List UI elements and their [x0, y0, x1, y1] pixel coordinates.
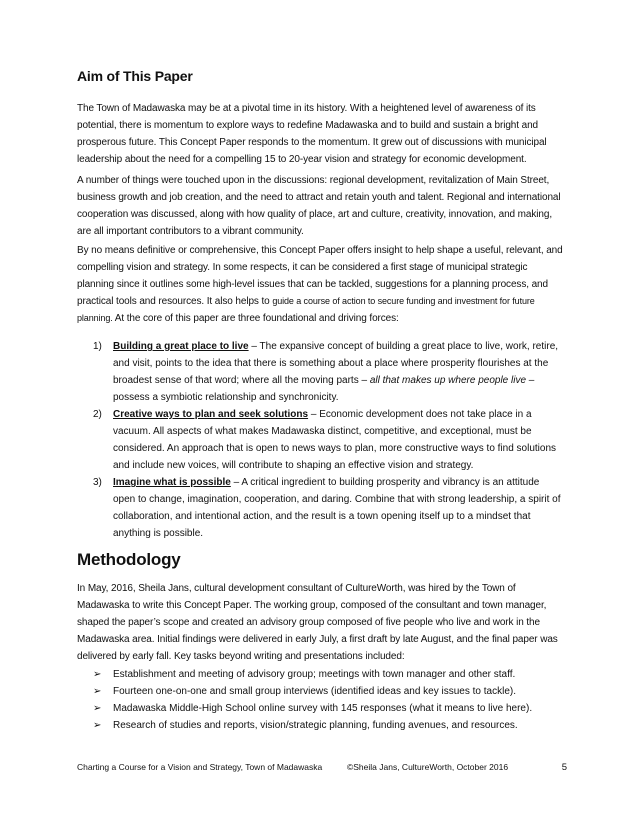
force-title: Creative ways to plan and seek solutions [113, 409, 309, 420]
force-number: 3) [93, 477, 102, 488]
page-number: 5 [561, 762, 567, 773]
list-item [93, 717, 563, 734]
force-number: 2) [93, 409, 102, 420]
list-item-text: Research of studies and reports, vision/strategic planning, funding avenues, and resources. [113, 720, 518, 731]
list-item-text: Establishment and meeting of advisory group; meetings with town manager and other staff. [113, 669, 516, 680]
force-title: Building a great place to live [113, 341, 249, 352]
methodology-paragraph: In May, 2016, Sheila Jans, cultural development consultant of CultureWorth, was hired by the Town of Madawaska to write this Concept Paper. The working group, composed of the consultant and town manager, shaped the paper’s scope and created an advisory group composed of five people who live and work in the Madawaska area. Initial findings were delivered in early July, a first draft by late August, and the final paper was delivered by early fall. Key tasks beyond writing and presentations included: [77, 583, 558, 662]
force-title: Imagine what is possible [113, 477, 231, 488]
list-item-text: Fourteen one-on-one and small group interviews (identified ideas and key issues to tackle). [113, 686, 516, 697]
force-text: – The expansive concept of building a great place to live, work, retire, and visit, points to the idea that there is something about a place where prosperity flourishes at the broadest sense of that word; where all the moving parts – [113, 341, 559, 386]
task-list [93, 666, 563, 734]
force-text-end: – possess a symbiotic relationship and synchronicity. [113, 375, 535, 403]
aim-paragraph-3-small: guide a course of action to secure funding and investment for future planning. [77, 296, 535, 323]
aim-paragraph-3-b: At the core of this paper are three foundational and driving forces: [114, 313, 399, 324]
arrow-bullet-icon: ➢ [93, 703, 102, 714]
force-text: – A critical ingredient to building prosperity and vibrancy is an attitude open to change, imagination, cooperation, and daring. Combine that with strong leadership, a spirit of collaboration, and intentional action, and the result is a town opening itself up to a mindset that anything is possible. [113, 477, 561, 539]
arrow-bullet-icon: ➢ [93, 720, 102, 731]
aim-paragraph-3-a: By no means definitive or comprehensive, this Concept Paper offers insight to help shape a useful, relevant, and compelling vision and strategy. In some respects, it can be considered a first stage of municipal strategic planning since it outlines some high-level issues that can be tackled, suggestions for a planning process, and practical tools and resources. It also helps to [77, 245, 563, 307]
section-heading-aim: Aim of This Paper [77, 68, 193, 84]
aim-paragraph-1: The Town of Madawaska may be at a pivotal time in its history. With a heightened level of awareness of its potential, there is momentum to explore ways to redefine Madawaska and to build and sustain a bright and prosperous future. This Concept Paper responds to the momentum. It grew out of discussions with municipal leadership about the need for a compelling 15 to 20-year vision and strategy for economic development. [77, 103, 547, 165]
aim-paragraph-2: A number of things were touched upon in the discussions: regional development, revitalization of Main Street, business growth and job creation, and the need to attract and retain youth and talent. Regional and international cooperation was discussed, along with how quality of place, art and culture, creativity, innovation, and making, are all important contributors to a vibrant community. [77, 175, 561, 237]
list-item-text: Madawaska Middle-High School online survey with 145 responses (what it means to live here). [113, 703, 533, 714]
force-text: – Economic development does not take place in a vacuum. All aspects of what makes Madawaska distinct, competitive, and exceptional, must be considered. An approach that is open to news ways to plan, more constructive ways to find solutions and include new voices, will contribute to shaping an effective vision and strategy. [113, 409, 557, 471]
footer-title: Charting a Course for a Vision and Strategy, Town of Madawaska [77, 762, 323, 772]
list-item [93, 666, 563, 683]
list-item [93, 683, 563, 700]
force-text-emphasis: all that makes up where people live [369, 375, 527, 386]
arrow-bullet-icon: ➢ [93, 669, 102, 680]
footer-copyright: ©Sheila Jans, CultureWorth, October 2016 [347, 762, 509, 772]
force-number: 1) [93, 341, 102, 352]
arrow-bullet-icon: ➢ [93, 686, 102, 697]
list-item [93, 700, 563, 717]
section-heading-methodology: Methodology [77, 550, 181, 569]
aim-paragraph-3 [77, 242, 565, 327]
